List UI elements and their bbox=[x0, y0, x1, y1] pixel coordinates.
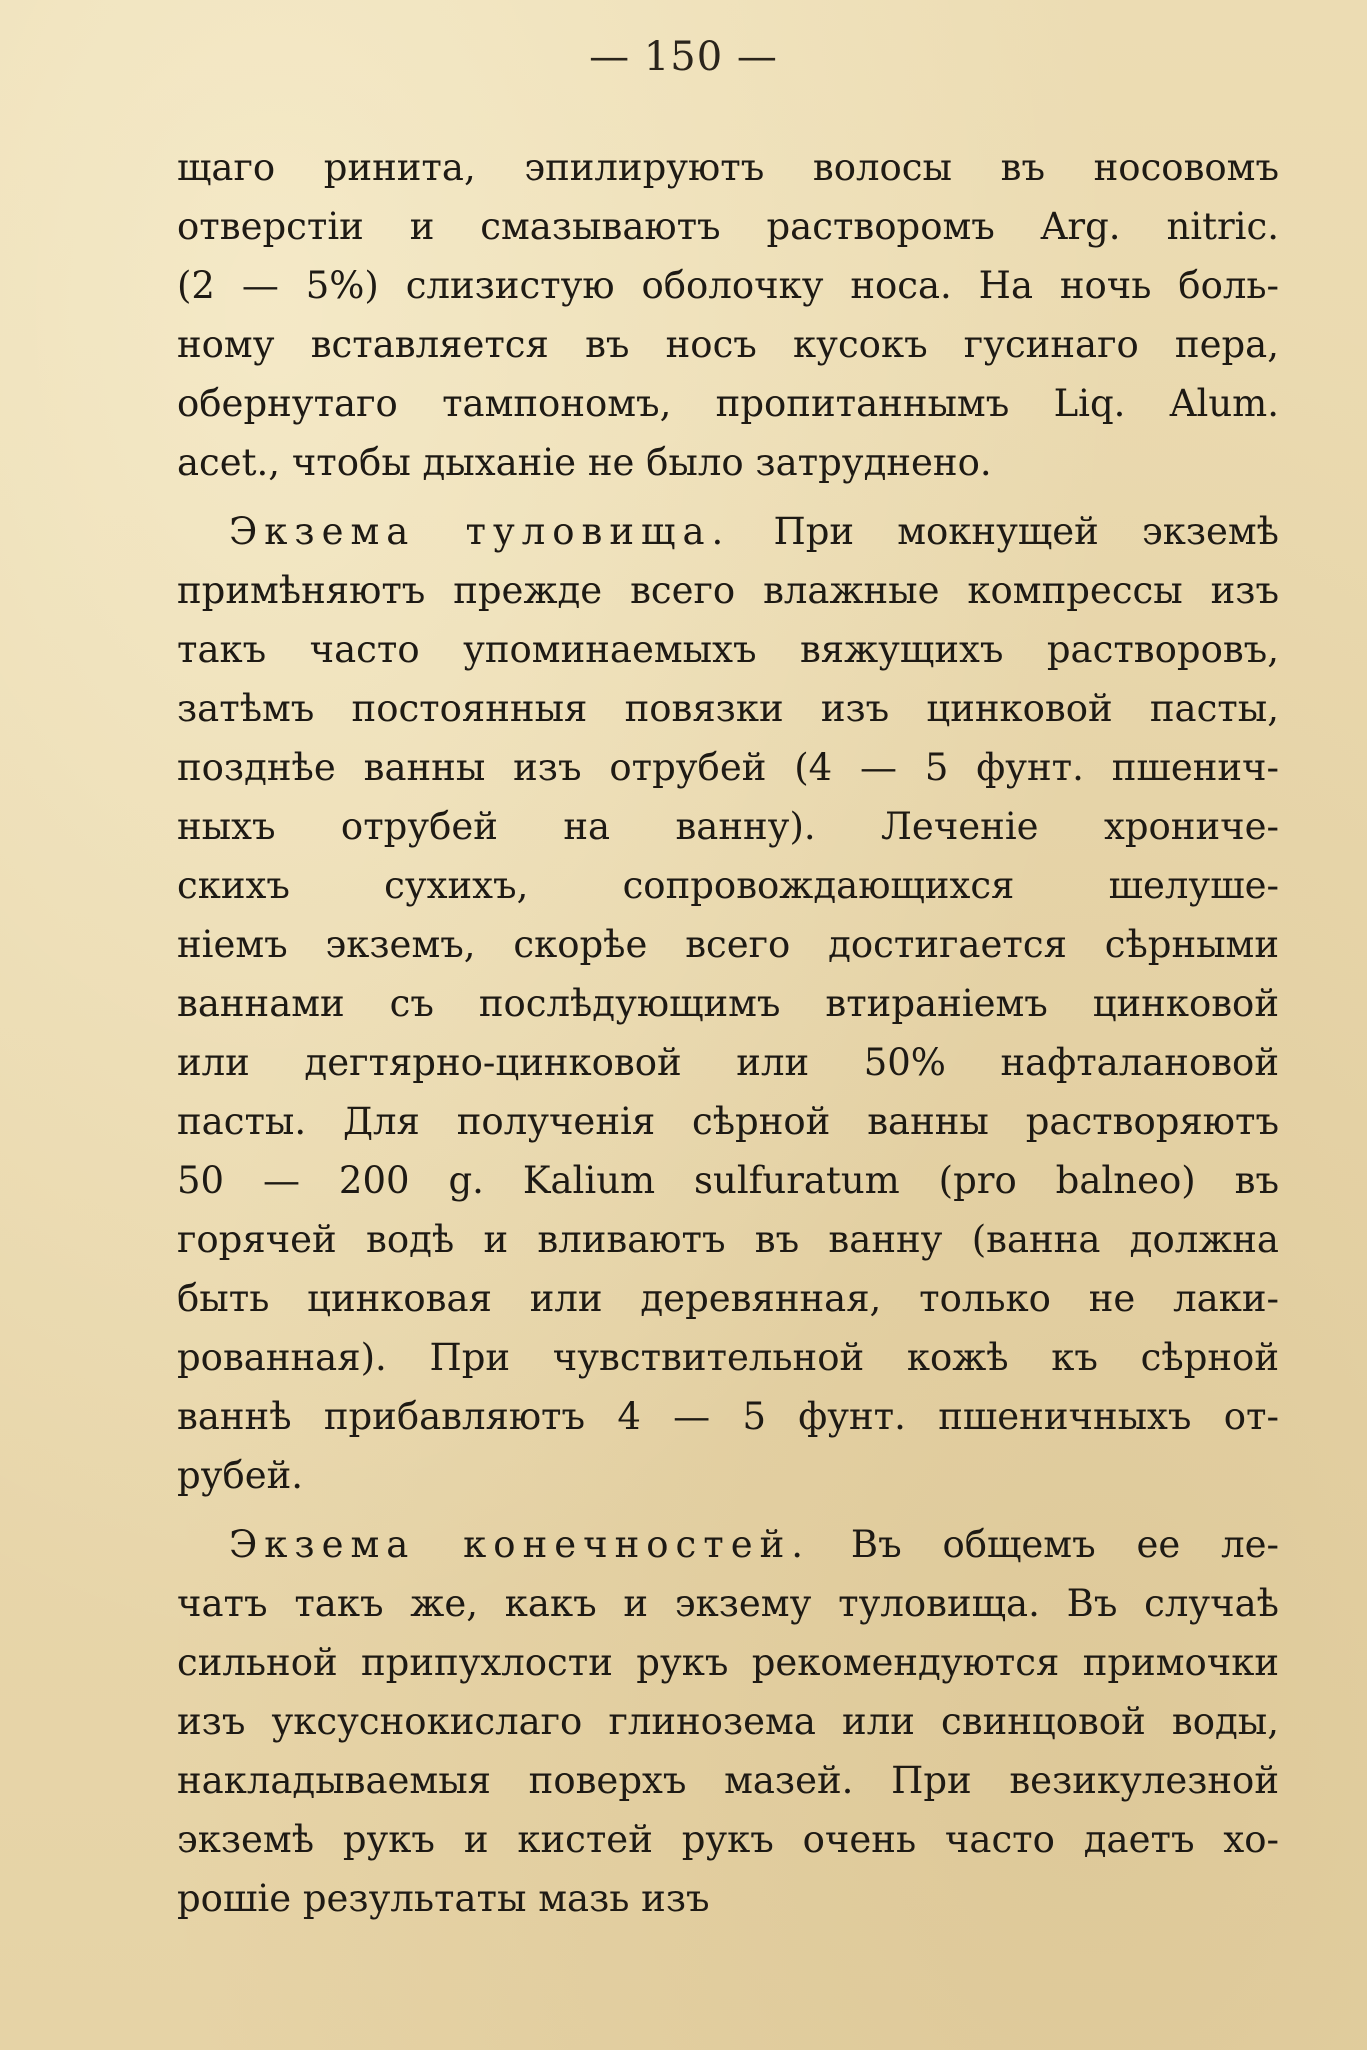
text-line: горячей водѣ и вливаютъ въ ванну (ванна должна bbox=[177, 1218, 1279, 1261]
text-line: сильной припухлости рукъ рекомендуются примочки bbox=[177, 1641, 1279, 1684]
text-line: чатъ такъ же, какъ и экзему туловища. Въ случаѣ bbox=[177, 1582, 1279, 1625]
paragraph-nasal-treatment bbox=[177, 138, 1279, 492]
text-line-rest: При мокнущей экземѣ bbox=[730, 510, 1279, 553]
text-line: щаго ринита, эпилируютъ волосы въ носовомъ bbox=[177, 146, 1279, 189]
section-heading-trunk-eczema: Экзема туловища. bbox=[229, 510, 731, 553]
page-number: — 150 — bbox=[589, 34, 778, 80]
text-line: ваннѣ прибавляютъ 4 — 5 фунт. пшеничныхъ от- bbox=[177, 1395, 1279, 1438]
text-line: 50 — 200 g. Kalium sulfuratum (pro balneo) въ bbox=[177, 1159, 1279, 1202]
text-line: позднѣе ванны изъ отрубей (4 — 5 фунт. пшенич- bbox=[177, 746, 1279, 789]
text-line: такъ часто упоминаемыхъ вяжущихъ растворовъ, bbox=[177, 628, 1279, 671]
text-line: накладываемыя поверхъ мазей. При везикулезной bbox=[177, 1759, 1279, 1802]
text-line-rest: Въ общемъ ее ле- bbox=[810, 1523, 1279, 1566]
text-line: отверстiи и смазываютъ растворомъ Arg. nitric. bbox=[177, 205, 1279, 248]
text-line: ваннами съ послѣдующимъ втиранiемъ цинковой bbox=[177, 982, 1279, 1025]
text-line: acet., чтобы дыханiе не было затруднено. bbox=[177, 441, 992, 484]
text-line: ному вставляется въ носъ кусокъ гусинаго пера, bbox=[177, 323, 1279, 366]
text-line: или дегтярно-цинковой или 50% нафталановой bbox=[177, 1041, 1279, 1084]
text-line: (2 — 5%) слизистую оболочку носа. На ночь боль- bbox=[177, 264, 1279, 307]
text-line: рошiе результаты мазь изъ bbox=[177, 1877, 710, 1920]
text-line: быть цинковая или деревянная, только не лаки- bbox=[177, 1277, 1279, 1320]
text-line: скихъ сухихъ, сопровождающихся шелуше- bbox=[177, 864, 1279, 907]
text-line: пасты. Для полученiя сѣрной ванны растворяютъ bbox=[177, 1100, 1279, 1143]
paragraph-limb-eczema bbox=[177, 1515, 1279, 1928]
text-line: затѣмъ постоянныя повязки изъ цинковой пасты, bbox=[177, 687, 1279, 730]
section-heading-limb-eczema: Экзема конечностей. bbox=[229, 1523, 811, 1566]
paragraph-trunk-eczema bbox=[177, 502, 1279, 1505]
text-line: изъ уксуснокислаго глинозема или свинцовой воды, bbox=[177, 1700, 1279, 1743]
text-line: ныхъ отрубей на ванну). Леченiе хрониче- bbox=[177, 805, 1279, 848]
text-line: нiемъ экземъ, скорѣе всего достигается сѣрными bbox=[177, 923, 1279, 966]
text-column bbox=[177, 138, 1279, 1928]
text-line: экземѣ рукъ и кистей рукъ очень часто даетъ хо- bbox=[177, 1818, 1279, 1861]
text-line: примѣняютъ прежде всего влажные компрессы изъ bbox=[177, 569, 1279, 612]
text-line bbox=[177, 502, 1279, 561]
text-line: рубей. bbox=[177, 1454, 304, 1497]
text-line: рованная). При чувствительной кожѣ къ сѣрной bbox=[177, 1336, 1279, 1379]
text-line: обернутаго тампономъ, пропитаннымъ Liq. Alum. bbox=[177, 382, 1279, 425]
text-line bbox=[177, 1515, 1279, 1574]
